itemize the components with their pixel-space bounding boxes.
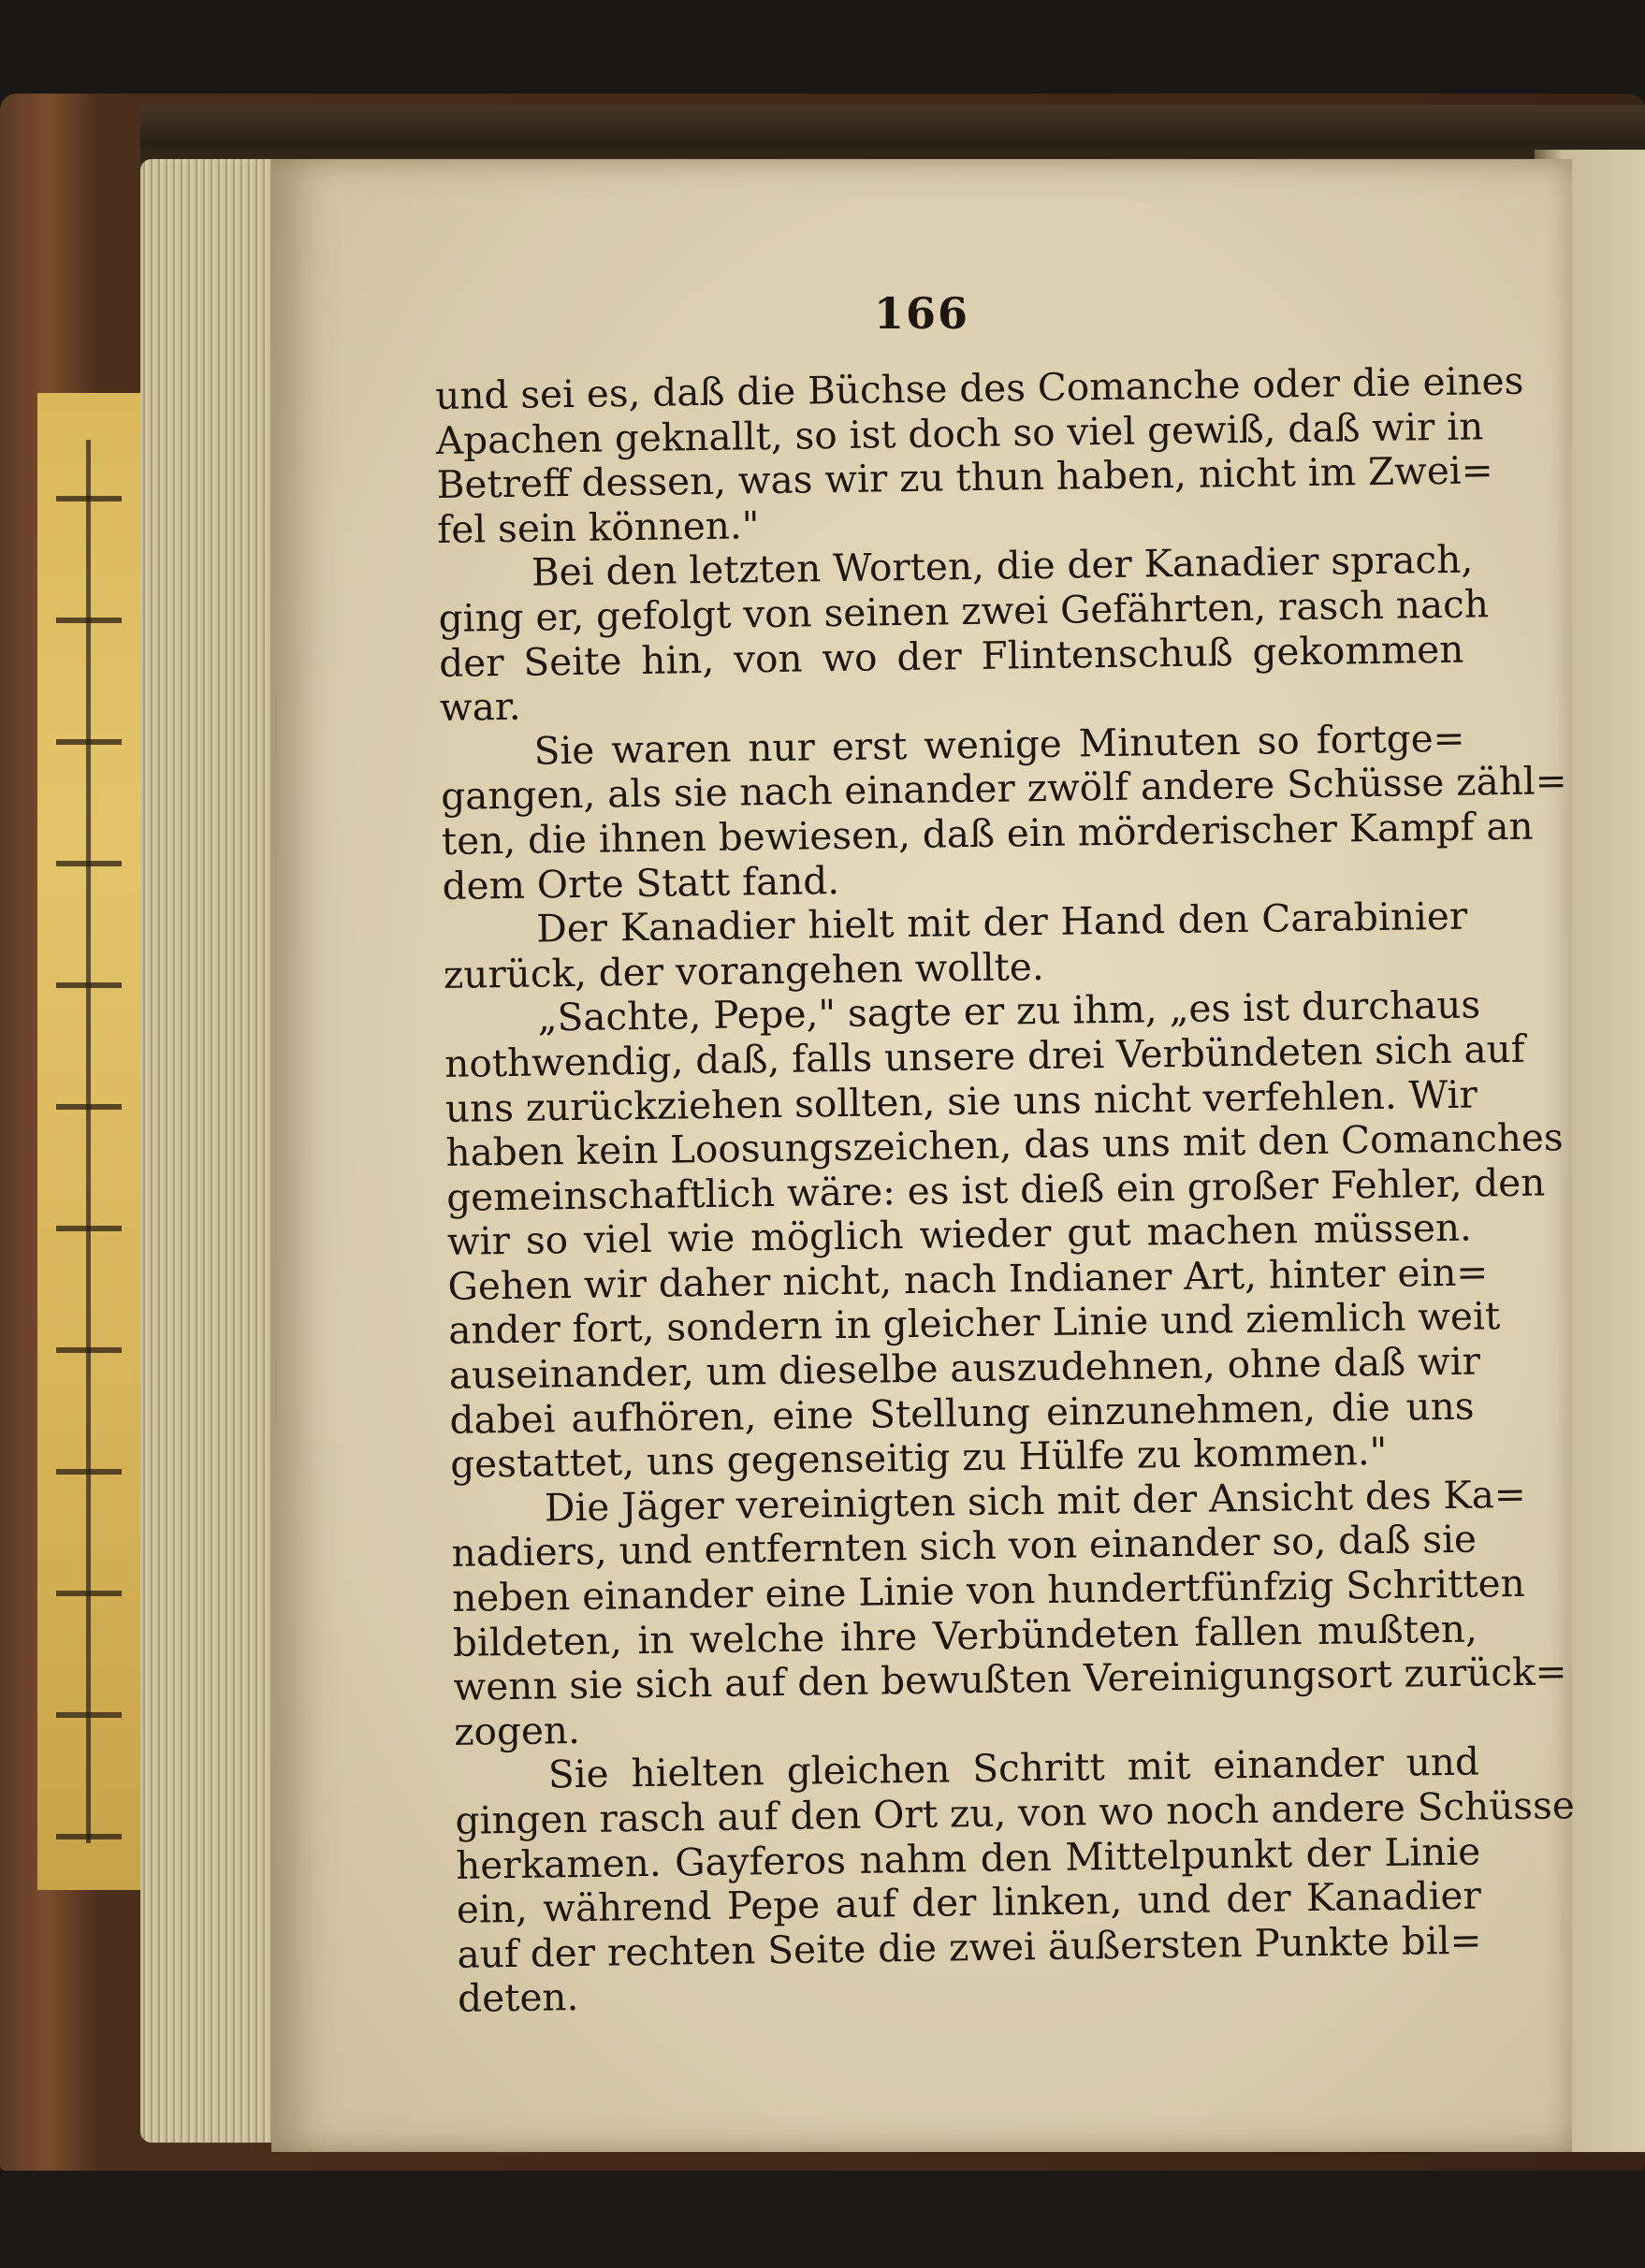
text-line: zurück, der vorangehen wollte. (443, 943, 1045, 997)
text-line: ten, die ihnen bewiesen, daß ein mörderischer Kampf an (441, 803, 1534, 864)
body-text (434, 357, 1576, 2022)
backdrop (0, 0, 1645, 103)
text-line: gestattet, uns gegenseitig zu Hülfe zu kommen." (449, 1429, 1388, 1488)
book-page (271, 159, 1576, 2152)
endpaper-ornament-line (86, 440, 91, 1843)
text-line: herkamen. Gayferos nahm den Mittelpunkt der Linie (455, 1828, 1481, 1888)
text-line: ein, während Pepe auf der linken, und der Kanadier (456, 1872, 1482, 1933)
text-line: wenn sie sich auf den bewußten Vereinigungsort zurück= (453, 1649, 1567, 1710)
text-line: bildeten, in welche ihre Verbündeten fallen mußten, (452, 1606, 1478, 1665)
text-line: nadiers, und entfernten sich von einander so, daß sie (451, 1517, 1478, 1577)
text-line: Die Jäger vereinigten sich mit der Ansicht des Ka= (544, 1471, 1527, 1531)
text-line: war. (439, 683, 521, 731)
text-line: Betreff dessen, was wir zu thun haben, nicht im Zwei= (436, 447, 1493, 508)
text-line: ging er, gefolgt von seinen zwei Gefährten, rasch nach (438, 581, 1490, 641)
text-line: dem Orte Statt fand. (442, 857, 840, 909)
text-line: der Seite hin, von wo der Flintenschuß gekommen (438, 626, 1464, 686)
text-line: deten. (457, 1974, 579, 2022)
text-line: gemeinschaftlich wäre: es ist dieß ein großer Fehler, den (445, 1159, 1546, 1220)
text-line: uns zurückziehen sollten, sie uns nicht verfehlen. Wir (444, 1071, 1478, 1131)
page-number: 166 (873, 288, 970, 339)
text-line: Sie hielten gleichen Schritt mit einander und (547, 1738, 1480, 1797)
text-line: nothwendig, daß, falls unsere drei Verbündeten sich auf (444, 1025, 1526, 1086)
text-line: fel sein können." (436, 502, 760, 552)
text-line: neben einander eine Linie von hundertfünfzig Schritten (451, 1560, 1525, 1621)
text-line: zogen. (453, 1707, 581, 1754)
text-line: Bei den letzten Worten, die der Kanadier sprach, (531, 536, 1474, 595)
text-line: Apachen geknallt, so ist doch so viel gewiß, daß wir in (435, 402, 1484, 463)
text-line: ander fort, sondern in gleicher Linie und ziemlich weit (447, 1293, 1501, 1354)
text-line: dabei aufhören, eine Stellung einzunehmen, die uns (449, 1383, 1475, 1443)
text-line: gangen, als sie nach einander zwölf andere Schüsse zähl= (440, 758, 1567, 820)
text-line: haben kein Loosungszeichen, das uns mit den Comanches (445, 1114, 1564, 1176)
text-line: gingen rasch auf den Ort zu, von wo noch andere Schüsse (455, 1782, 1576, 1843)
text-line: Gehen wir daher nicht, nach Indianer Art, hinter ein= (447, 1249, 1489, 1309)
text-line: Der Kanadier hielt mit der Hand den Carabinier (535, 893, 1468, 952)
page-edges (140, 159, 281, 2143)
text-line: Sie waren nur erst wenige Minuten so fortge= (533, 715, 1465, 774)
text-line: auf der rechten Seite die zwei äußersten Punkte bil= (457, 1917, 1482, 1977)
text-line: „Sachte, Pepe," sagte er zu ihm, „es ist durchaus (537, 981, 1481, 1040)
text-line: wir so viel wie möglich wieder gut machen müssen. (446, 1204, 1473, 1265)
text-line: auseinander, um dieselbe auszudehnen, ohne daß wir (448, 1338, 1481, 1398)
text-line: und sei es, daß die Büchse des Comanche oder die eines (434, 357, 1524, 418)
